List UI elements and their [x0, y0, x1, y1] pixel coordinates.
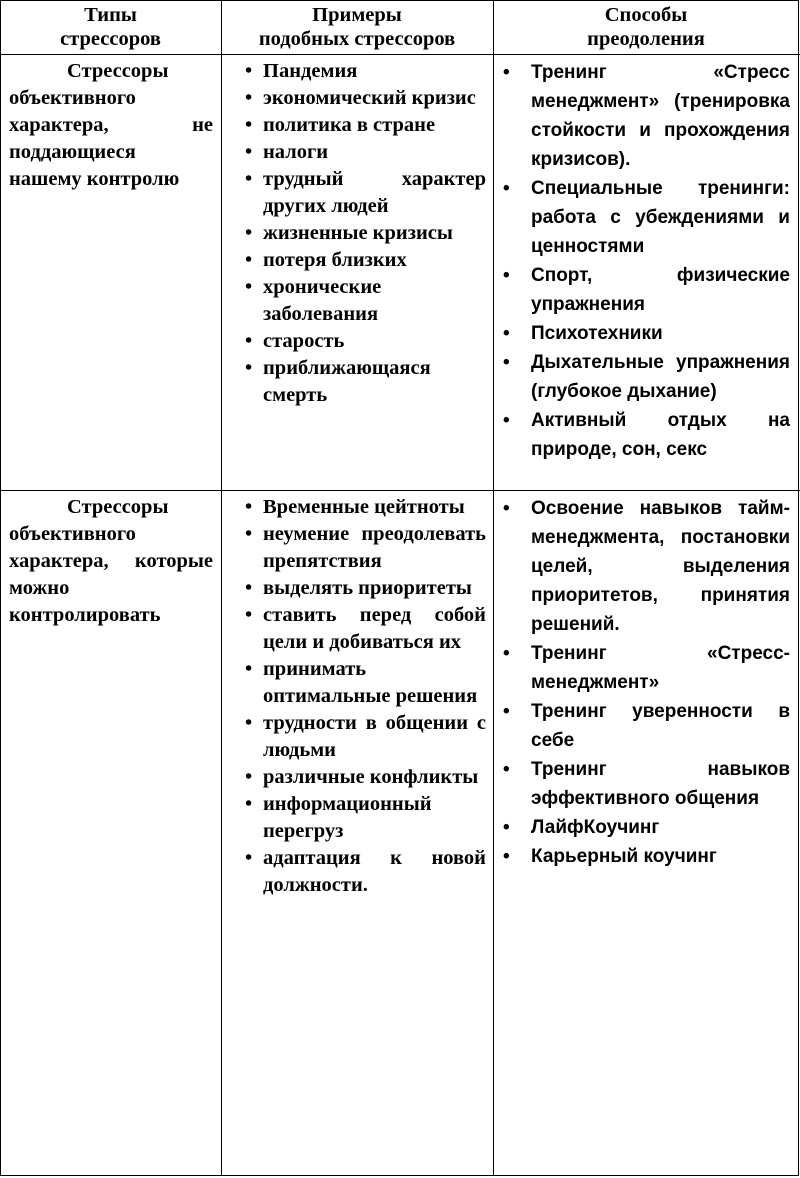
list-item [243, 58, 486, 85]
list-item-text: налоги [263, 141, 329, 163]
list-item [243, 602, 486, 656]
bullet-icon: • [245, 712, 253, 734]
list-item-text: ставить перед собой цели и добиваться их [263, 604, 486, 653]
bullet-icon: • [245, 658, 253, 680]
list-item [243, 764, 486, 791]
list-item-text: ЛайфКоучинг [531, 817, 660, 838]
list-item-text: старость [263, 330, 345, 352]
bullet-icon: • [245, 141, 253, 163]
bullet-icon: • [245, 330, 253, 352]
row-divider [0, 490, 800, 491]
list-item [497, 319, 790, 348]
list-item-text: Пандемия [263, 60, 358, 82]
stressor-type: Стрессоры объективного характера, которые можно контролировать [9, 496, 213, 626]
bullet-icon: • [503, 817, 510, 838]
header-methods [493, 3, 799, 51]
methods-list [497, 58, 790, 464]
list-item-text: Тренинг «Стресс-менеджмент» [531, 643, 790, 693]
column-divider [493, 0, 494, 1176]
list-item-text: Психотехники [531, 323, 663, 344]
list-item [243, 494, 486, 521]
list-item-text: выделять приоритеты [263, 577, 472, 599]
bullet-icon: • [503, 498, 510, 519]
bullet-icon: • [245, 60, 253, 82]
list-item [243, 791, 486, 845]
list-item [497, 58, 790, 174]
list-item-text: Тренинг навыков эффективного общения [531, 759, 790, 809]
list-item [497, 174, 790, 261]
list-item [497, 755, 790, 813]
list-item [243, 521, 486, 575]
header-line: стрессоров [60, 28, 161, 50]
bullet-icon: • [245, 357, 253, 379]
list-item [497, 639, 790, 697]
bullet-icon: • [245, 577, 253, 599]
list-item [243, 166, 486, 220]
bullet-icon: • [503, 265, 510, 286]
list-item-text: Активный отдых на природе, сон, секс [531, 410, 790, 460]
list-item-text: Спорт, физические упражнения [531, 265, 790, 315]
list-item-text: неумение преодолевать препятствия [263, 523, 486, 572]
header-line: Способы [604, 4, 688, 26]
bullet-icon: • [245, 222, 253, 244]
list-item [243, 710, 486, 764]
bullet-icon: • [245, 523, 253, 545]
bullet-icon: • [503, 846, 510, 867]
list-item [497, 261, 790, 319]
bullet-icon: • [245, 276, 253, 298]
list-item [243, 328, 486, 355]
bullet-icon: • [245, 114, 253, 136]
list-item-text: информационный перегруз [263, 793, 432, 842]
list-item-text: Освоение навыков тайм-менеджмента, постановки целей, выделения приоритетов, принятия решений. [531, 498, 790, 635]
list-item [243, 845, 486, 899]
list-item-text: политика в стране [263, 114, 436, 136]
list-item-text: Специальные тренинги: работа с убеждениями и ценностями [531, 178, 790, 257]
bullet-icon: • [503, 643, 510, 664]
list-item [243, 575, 486, 602]
examples-list [243, 494, 486, 899]
bullet-icon: • [503, 62, 510, 83]
bullet-icon: • [503, 701, 510, 722]
row-divider [0, 54, 800, 55]
list-item [243, 355, 486, 409]
header-line: преодоления [587, 28, 705, 50]
list-item [243, 220, 486, 247]
bullet-icon: • [245, 496, 253, 518]
bullet-icon: • [245, 766, 253, 788]
header-types [0, 3, 221, 51]
list-item-text: экономический кризис [263, 87, 476, 109]
methods-list [497, 494, 790, 871]
stressor-type: Стрессоры объективного характера, не поддающиеся нашему контролю [9, 60, 213, 190]
list-item [243, 139, 486, 166]
list-item-text: трудный характер других людей [263, 168, 486, 217]
examples-list [243, 58, 486, 409]
list-item-text: Карьерный коучинг [531, 846, 717, 867]
list-item [497, 842, 790, 871]
list-item-text: приближающаяся смерть [263, 357, 431, 406]
list-item-text: Временные цейтноты [263, 496, 465, 518]
bullet-icon: • [245, 847, 253, 869]
bullet-icon: • [245, 604, 253, 626]
list-item-text: Тренинг «Стресс менеджмент» (тренировка стойкости и прохождения кризисов). [531, 62, 790, 170]
bullet-icon: • [245, 249, 253, 271]
list-item-text: Дыхательные упражнения (глубокое дыхание) [531, 352, 790, 402]
list-item-text: адаптация к новой должности. [263, 847, 486, 896]
list-item [243, 112, 486, 139]
bullet-icon: • [245, 87, 253, 109]
bullet-icon: • [503, 178, 510, 199]
bullet-icon: • [503, 352, 510, 373]
list-item-text: хронические заболевания [263, 276, 382, 325]
header-line: подобных стрессоров [258, 28, 456, 50]
list-item [243, 85, 486, 112]
list-item [497, 494, 790, 639]
list-item [243, 274, 486, 328]
list-item-text: жизненные кризисы [263, 222, 453, 244]
header-line: Типы [84, 4, 137, 26]
list-item-text: потеря близких [263, 249, 407, 271]
list-item-text: принимать оптимальные решения [263, 658, 478, 707]
list-item [497, 697, 790, 755]
bullet-icon: • [245, 168, 253, 190]
column-divider [221, 0, 222, 1176]
bullet-icon: • [503, 410, 510, 431]
list-item [497, 348, 790, 406]
list-item-text: трудности в общении с людьми [263, 712, 486, 761]
list-item [243, 656, 486, 710]
list-item [497, 813, 790, 842]
header-line: Примеры [312, 4, 402, 26]
list-item-text: различные конфликты [263, 766, 479, 788]
list-item-text: Тренинг уверенности в себе [531, 701, 790, 751]
bullet-icon: • [245, 793, 253, 815]
list-item [497, 406, 790, 464]
bullet-icon: • [503, 323, 510, 344]
bullet-icon: • [503, 759, 510, 780]
list-item [243, 247, 486, 274]
header-examples [221, 3, 493, 51]
